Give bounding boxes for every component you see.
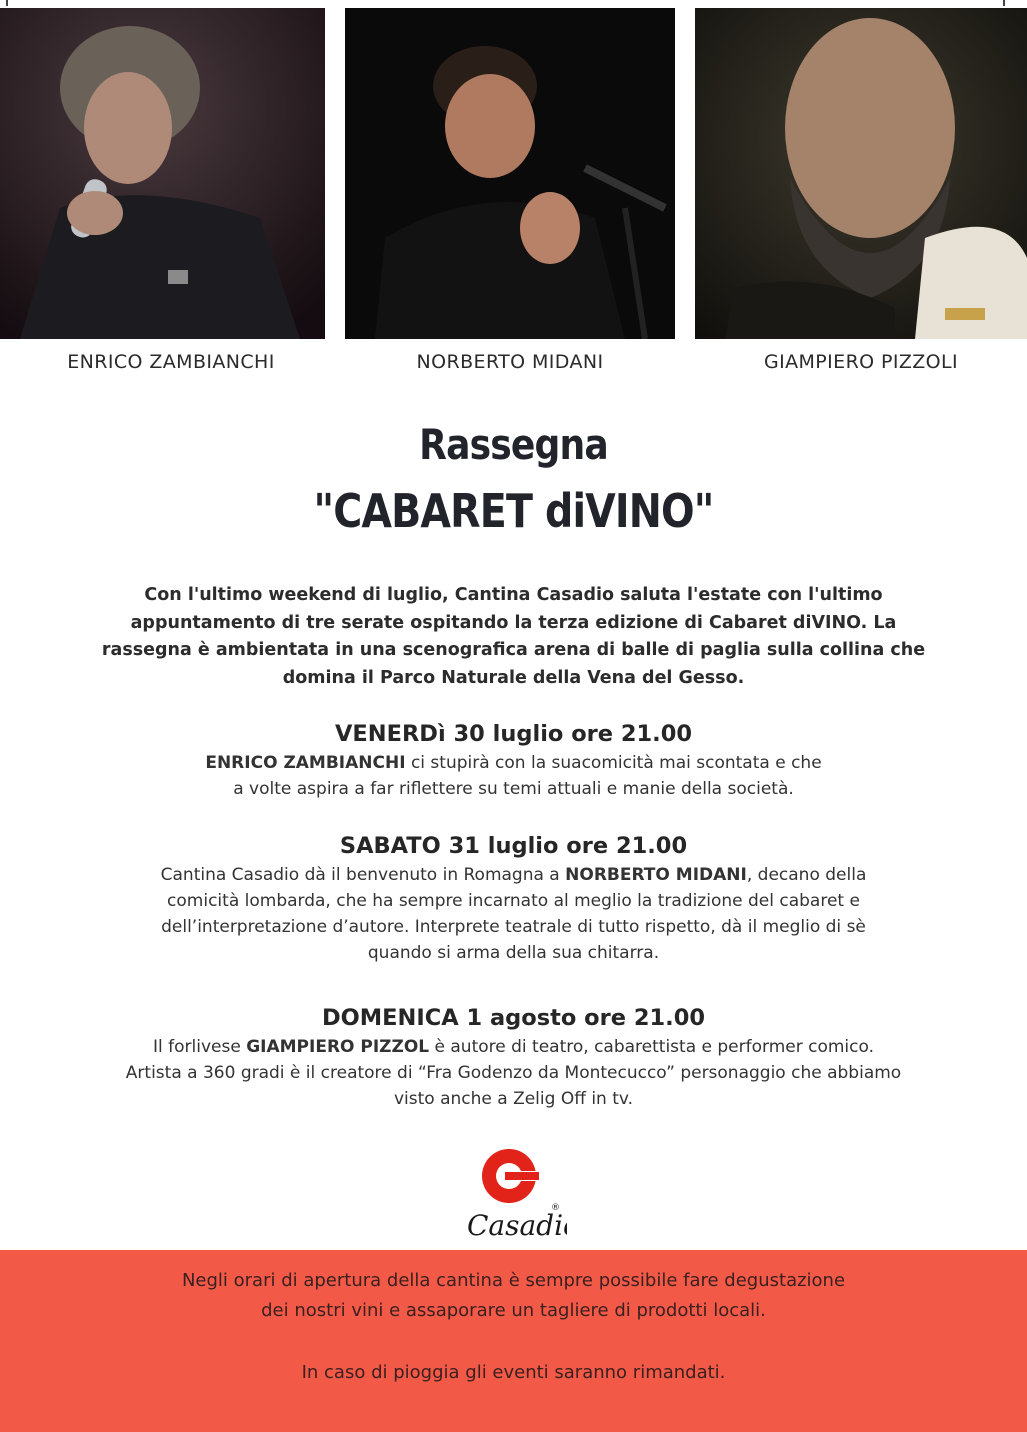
performer-highlight: ENRICO ZAMBIANCHI — [205, 753, 406, 773]
event-date: VENERDì 30 luglio ore 21.00 — [334, 721, 693, 747]
intro-paragraph — [60, 582, 967, 692]
event-line: ENRICO ZAMBIANCHI ci stupirà con la suacomicità mai scontata e che — [205, 753, 822, 773]
photo-enrico-zambianchi — [0, 8, 325, 339]
event-line: comicità lombarda, che ha sempre incarnato al meglio la tradizione del cabaret e — [167, 891, 860, 911]
event-line: a volte aspira a far riflettere su temi attuali e manie della società. — [233, 779, 794, 799]
casadio-logo — [455, 1140, 567, 1252]
intro-line: Con l'ultimo weekend di luglio, Cantina Casadio saluta l'estate con l'ultimo — [144, 585, 883, 605]
performer-name: NORBERTO MIDANI — [416, 351, 604, 373]
event-line: Artista a 360 gradi è il creatore di “Fra Godenzo da Montecucco” personaggio che abbiamo — [125, 1063, 902, 1083]
event-line: Cantina Casadio dà il benvenuto in Romagna a NORBERTO MIDANI, decano della — [160, 865, 867, 885]
intro-line: rassegna è ambientata in una scenografica arena di balle di paglia sulla collina che — [101, 640, 926, 660]
intro-line: domina il Parco Naturale della Vena del Gesso. — [282, 667, 745, 688]
event-line: Il forlivese GIAMPIERO PIZZOL è autore di teatro, cabarettista e performer comico. — [152, 1037, 874, 1057]
event-line: dell’interpretazione d’autore. Interprete teatrale di tutto rispetto, dà il meglio di sè — [161, 917, 866, 937]
event-date: SABATO 31 luglio ore 21.00 — [339, 833, 688, 859]
event-saturday — [40, 830, 987, 966]
event-sunday — [40, 1002, 987, 1112]
edge-mark — [6, 0, 8, 6]
event-date: DOMENICA 1 agosto ore 21.00 — [321, 1005, 706, 1031]
footer-text: Negli orari di apertura della cantina è sempre possibile fare degustazione dei nostri vini e assaporare un tagliere di prodotti locali. — [181, 1270, 846, 1321]
performer-highlight: GIAMPIERO PIZZOL — [246, 1037, 430, 1057]
photo-norberto-midani — [345, 8, 675, 339]
event-line: quando si arma della sua chitarra. — [367, 943, 660, 963]
performer-photos — [0, 8, 1027, 340]
performer-highlight: NORBERTO MIDANI — [565, 865, 747, 885]
title-line-1: Rassegna — [419, 420, 608, 469]
footer-banner — [0, 1250, 1027, 1432]
footer-rain-notice: In caso di pioggia gli eventi saranno rimandati. — [301, 1362, 726, 1383]
photo-giampiero-pizzoli — [695, 8, 1027, 339]
performer-name: ENRICO ZAMBIANCHI — [67, 351, 275, 373]
registered-mark: ® — [551, 1203, 560, 1213]
event-line: visto anche a Zelig Off in tv. — [393, 1089, 634, 1109]
intro-line: appuntamento di tre serate ospitando la terza edizione di Cabaret diVINO. La — [130, 612, 897, 633]
performer-name: GIAMPIERO PIZZOLI — [763, 351, 959, 373]
logo-wordmark: Casadi — [467, 1209, 564, 1242]
title-line-2: "CABARET diVINO" — [313, 484, 714, 538]
event-friday — [40, 718, 987, 802]
edge-mark — [1003, 0, 1005, 6]
